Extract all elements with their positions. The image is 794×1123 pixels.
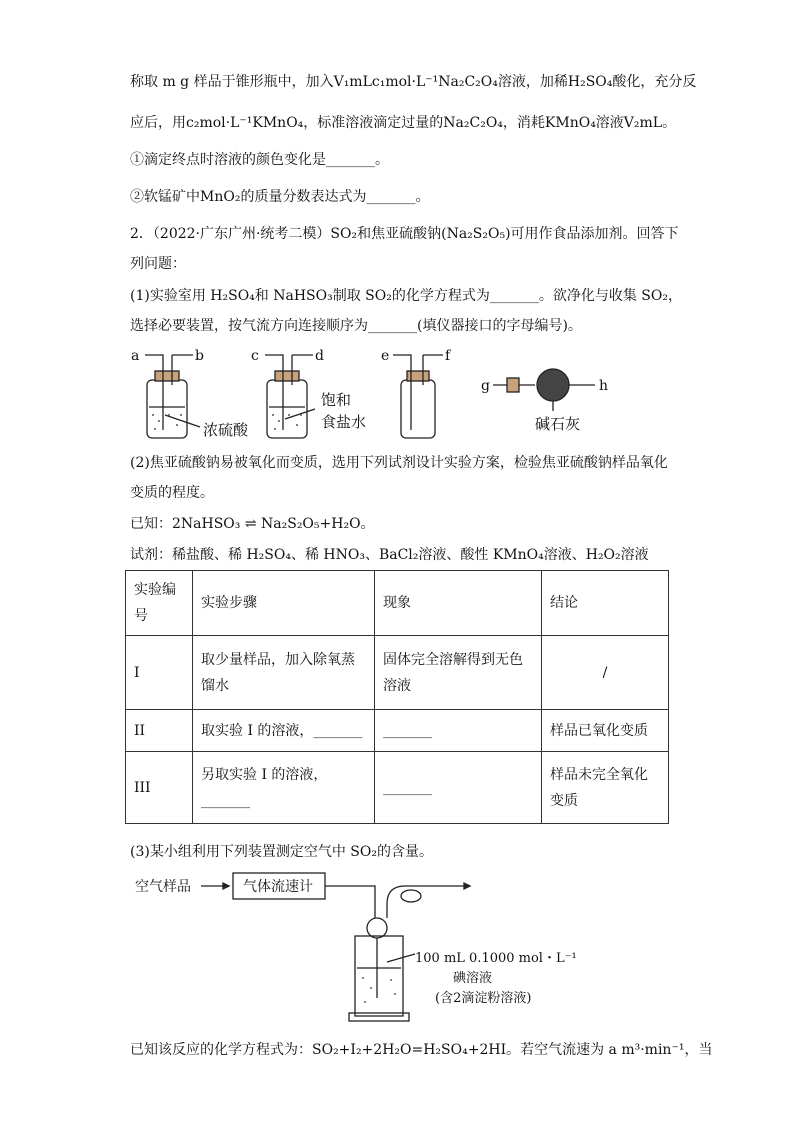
text-line: 已知该反应的化学方程式为：SO₂+I₂+2H₂O=H₂SO₄+2HI。若空气流速为 a m³·min⁻¹，当 [130, 1042, 713, 1058]
text-line: 应后，用c₂mol·L⁻¹KMnO₄，标准溶液滴定过量的Na₂C₂O₄，消耗KMnO₄溶液V₂mL。 [130, 115, 677, 131]
table-cell: 取少量样品，加入除氧蒸馏水 [193, 636, 375, 710]
table-header-row [126, 571, 669, 636]
table-cell: 取实验 I 的溶液，_______ [193, 710, 375, 752]
reagent-list: 试剂：稀盐酸、稀 H₂SO₄、稀 HNO₃、BaCl₂溶液、酸性 KMnO₄溶液、H₂O₂溶液 [130, 547, 649, 563]
text-line: 称取 m g 样品于锥形瓶中，加入V₁mLc₁mol·L⁻¹Na₂C₂O₄溶液，加稀H₂SO₄酸化，充分反 [130, 74, 697, 90]
subquestion-3: (3)某小组利用下列装置测定空气中 SO₂的含量。 [130, 844, 433, 860]
port-label: a [131, 348, 140, 364]
experiment-table [125, 570, 669, 824]
table-header: 实验步骤 [193, 571, 375, 636]
label-saturated: 饱和 [321, 391, 352, 409]
table-cell: 另取实验 I 的溶液，_______ [193, 752, 375, 824]
port-label: d [315, 348, 324, 364]
apparatus-figure-1 [125, 345, 625, 450]
label-brine: 食盐水 [321, 413, 367, 431]
table-cell: I [126, 636, 193, 710]
table-cell: / [542, 636, 669, 710]
table-cell: _______ [375, 710, 542, 752]
port-label: c [251, 348, 259, 364]
label-soda-lime: 碱石灰 [535, 415, 581, 433]
text-line: 列问题： [130, 256, 186, 272]
label-starch: (含2滴淀粉溶液) [435, 991, 532, 1006]
port-label: e [381, 348, 390, 364]
label-air-sample: 空气样品 [135, 879, 191, 895]
apparatus-figure-2 [125, 868, 585, 1028]
label-iodine-solution: 碘溶液 [453, 971, 493, 986]
table-row [126, 752, 669, 824]
label-flowmeter: 气体流速计 [243, 879, 313, 895]
port-label: f [445, 348, 451, 364]
label-concentration: 100 mL 0.1000 mol・L⁻¹ [415, 951, 577, 966]
table-cell: II [126, 710, 193, 752]
port-label: g [481, 378, 490, 394]
port-label: h [599, 378, 609, 394]
table-cell: 样品已氧化变质 [542, 710, 669, 752]
table-cell: 样品未完全氧化变质 [542, 752, 669, 824]
subquestion-2: (2)焦亚硫酸钠易被氧化而变质，选用下列试剂设计实验方案，检验焦亚硫酸钠样品氧化 [130, 455, 668, 471]
text-line: 选择必要装置，按气流方向连接顺序为_______(填仪器接口的字母编号)。 [130, 318, 582, 334]
label-conc-sulfuric-acid: 浓硫酸 [203, 421, 249, 439]
table-cell: _______ [375, 752, 542, 824]
port-label: b [195, 348, 204, 364]
subquestion-1: (1)实验室用 H₂SO₄和 NaHSO₃制取 SO₂的化学方程式为_______。欲净化与收集 SO₂， [130, 288, 682, 304]
table-cell: 固体完全溶解得到无色溶液 [375, 636, 542, 710]
question-2-header: 2．（2022·广东广州·统考二模）SO₂和焦亚硫酸钠(Na₂S₂O₅)可用作食品添加剂。回答下 [130, 226, 679, 242]
table-row [126, 710, 669, 752]
table-header: 结论 [542, 571, 669, 636]
table-row [126, 636, 669, 710]
text-line: 变质的程度。 [130, 485, 214, 501]
text-line: ①滴定终点时溶液的颜色变化是_______。 [130, 152, 389, 168]
text-line: ②软锰矿中MnO₂的质量分数表达式为_______。 [130, 189, 430, 205]
table-header: 现象 [375, 571, 542, 636]
known-equation: 已知：2NaHSO₃ ⇌ Na₂S₂O₅+H₂O。 [130, 516, 375, 532]
table-cell: III [126, 752, 193, 824]
table-header: 实验编号 [126, 571, 193, 636]
